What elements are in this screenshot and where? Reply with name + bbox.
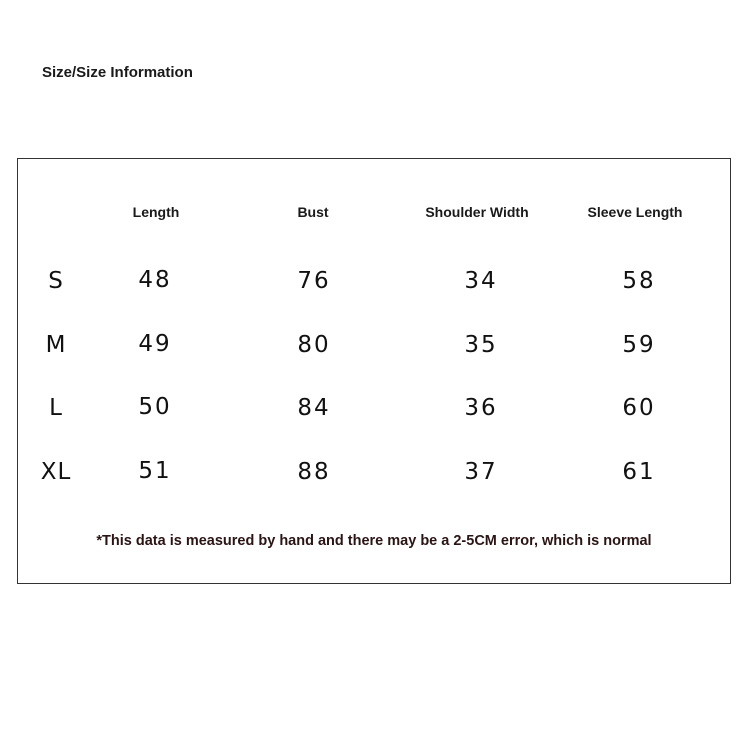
cell-s-length: 48 — [138, 267, 172, 293]
size-label-l: L — [49, 395, 63, 421]
size-label-s: S — [48, 268, 64, 294]
header-shoulder-width: Shoulder Width — [425, 204, 529, 220]
cell-m-length: 49 — [138, 331, 172, 357]
cell-s-bust: 76 — [297, 268, 331, 294]
header-bust: Bust — [297, 204, 329, 220]
cell-s-shoulder: 34 — [464, 268, 498, 294]
header-sleeve-length: Sleeve Length — [587, 204, 683, 220]
cell-s-sleeve: 58 — [622, 268, 656, 294]
cell-l-bust: 84 — [297, 395, 331, 421]
cell-m-sleeve: 59 — [622, 332, 656, 358]
page-title: Size/Size Information — [42, 64, 193, 81]
cell-xl-shoulder: 37 — [464, 459, 498, 485]
cell-l-shoulder: 36 — [464, 395, 498, 421]
cell-m-shoulder: 35 — [464, 332, 498, 358]
header-length: Length — [132, 204, 180, 220]
cell-l-length: 50 — [138, 394, 172, 420]
cell-xl-sleeve: 61 — [622, 459, 656, 485]
cell-xl-bust: 88 — [297, 459, 331, 485]
size-label-m: M — [45, 332, 67, 358]
size-chart-table — [17, 158, 731, 584]
cell-l-sleeve: 60 — [622, 395, 656, 421]
cell-xl-length: 51 — [138, 458, 172, 484]
size-label-xl: XL — [40, 459, 72, 485]
measurement-note: *This data is measured by hand and there may be a 2-5CM error, which is normal — [96, 533, 652, 549]
cell-m-bust: 80 — [297, 332, 331, 358]
